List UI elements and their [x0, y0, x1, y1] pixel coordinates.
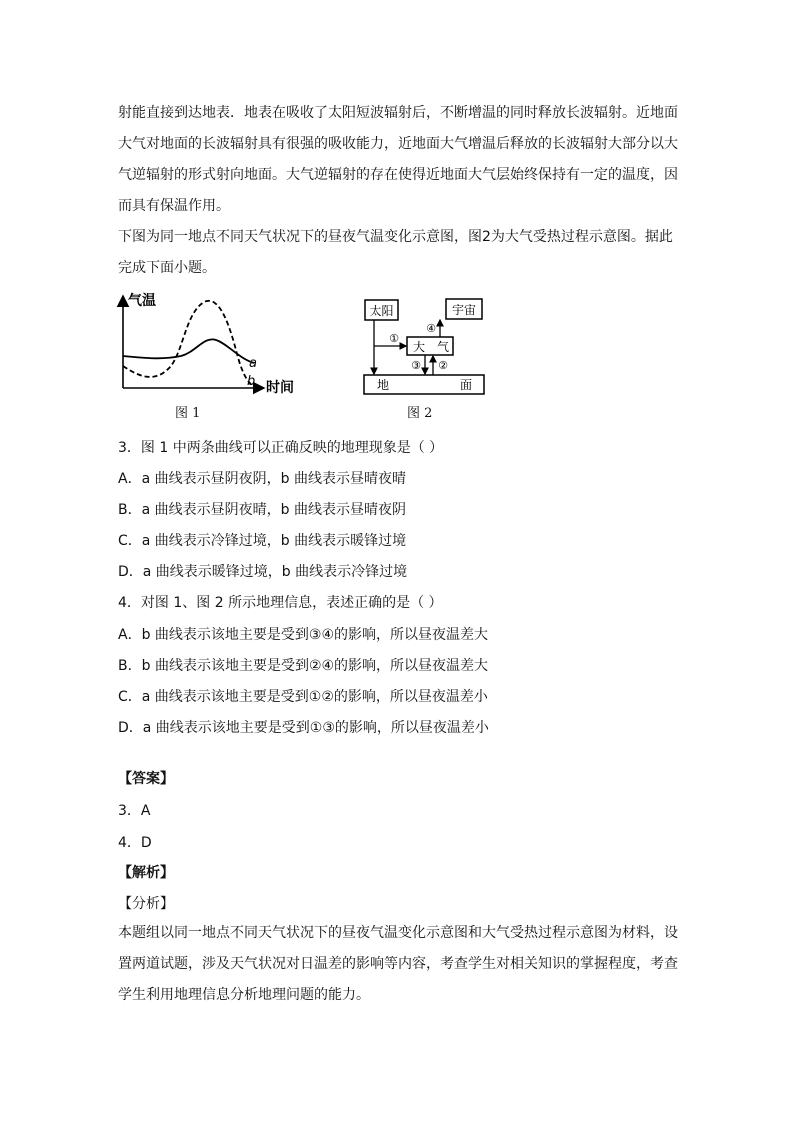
question-4-option-b: B．b 曲线表示该地主要是受到②④的影响，所以昼夜温差大 [118, 658, 489, 674]
curve-a [123, 339, 254, 363]
question-3-option-a: A．a 曲线表示昼阴夜阴，b 曲线表示昼晴夜晴 [118, 471, 406, 487]
figure-1-caption: 图 1 [175, 406, 201, 421]
question-3-option-d: D．a 曲线表示暖锋过境，b 曲线表示冷锋过境 [118, 564, 408, 580]
material-paragraph: 下图为同一地点不同天气状况下的昼夜气温变化示意图，图2为大气受热过程示意图。据此完成下面小题。 [118, 229, 673, 276]
ground-label-1: 地 [376, 378, 390, 392]
question-3-option-c: C．a 曲线表示冷锋过境，b 曲线表示暖锋过境 [118, 533, 407, 549]
label-circled-4: ④ [426, 322, 436, 335]
y-axis-label: 气温 [128, 293, 156, 309]
question-3-stem: 3．图 1 中两条曲线可以正确反映的地理现象是（ ） [118, 440, 444, 456]
label-circled-2: ② [438, 359, 448, 372]
curve-b-label: b [247, 374, 256, 389]
answer-4: 4．D [118, 835, 152, 851]
atmosphere-label-2: 气 [436, 340, 450, 354]
analysis-heading: 【分析】 [118, 896, 174, 912]
sun-label: 太阳 [369, 304, 394, 318]
label-circled-1: ① [389, 332, 399, 345]
analysis-paragraph: 本题组以同一地点不同天气状况下的昼夜气温变化示意图和大气受热过程示意图为材料，设置两道试题，涉及天气状况对日温差的影响等内容，考查学生对相关知识的掌握程度，考查学生利用地理信息分析地理问题的能力。 [118, 925, 678, 1003]
figure-2-atmosphere-heating-diagram [358, 292, 488, 397]
question-3-option-b: B．a 曲线表示昼阴夜晴，b 曲线表示昼晴夜阴 [118, 502, 406, 518]
curve-b [123, 301, 251, 384]
figure-2-caption: 图 2 [407, 406, 433, 421]
label-circled-3: ③ [411, 359, 421, 372]
answer-heading: 【答案】 [118, 771, 174, 787]
question-4-option-d: D．a 曲线表示该地主要是受到①③的影响，所以昼夜温差小 [118, 720, 489, 736]
ground-label-2: 面 [459, 378, 473, 392]
atmosphere-label-1: 大 [412, 340, 426, 354]
curve-a-label: a [249, 356, 257, 371]
answer-3: 3．A [118, 803, 151, 819]
figure-1-temperature-chart [116, 288, 306, 398]
explanation-heading: 【解析】 [118, 865, 174, 881]
question-4-option-c: C．a 曲线表示该地主要是受到①②的影响，所以昼夜温差小 [118, 689, 488, 705]
question-4-option-a: A．b 曲线表示该地主要是受到③④的影响，所以昼夜温差大 [118, 627, 489, 643]
intro-paragraph: 射能直接到达地表．地表在吸收了太阳短波辐射后，不断增温的同时释放长波辐射。近地面大气对地面的长波辐射具有很强的吸收能力，近地面大气增温后释放的长波辐射大部分以大气逆辐射的形式射向地面。大气逆辐射的存在使得近地面大气层始终保持有一定的温度，因而具有保温作用。 [118, 105, 678, 214]
question-4-stem: 4．对图 1、图 2 所示地理信息，表述正确的是（ ） [118, 595, 443, 611]
universe-label: 宇宙 [451, 303, 477, 317]
x-axis-label: 时间 [266, 380, 294, 396]
